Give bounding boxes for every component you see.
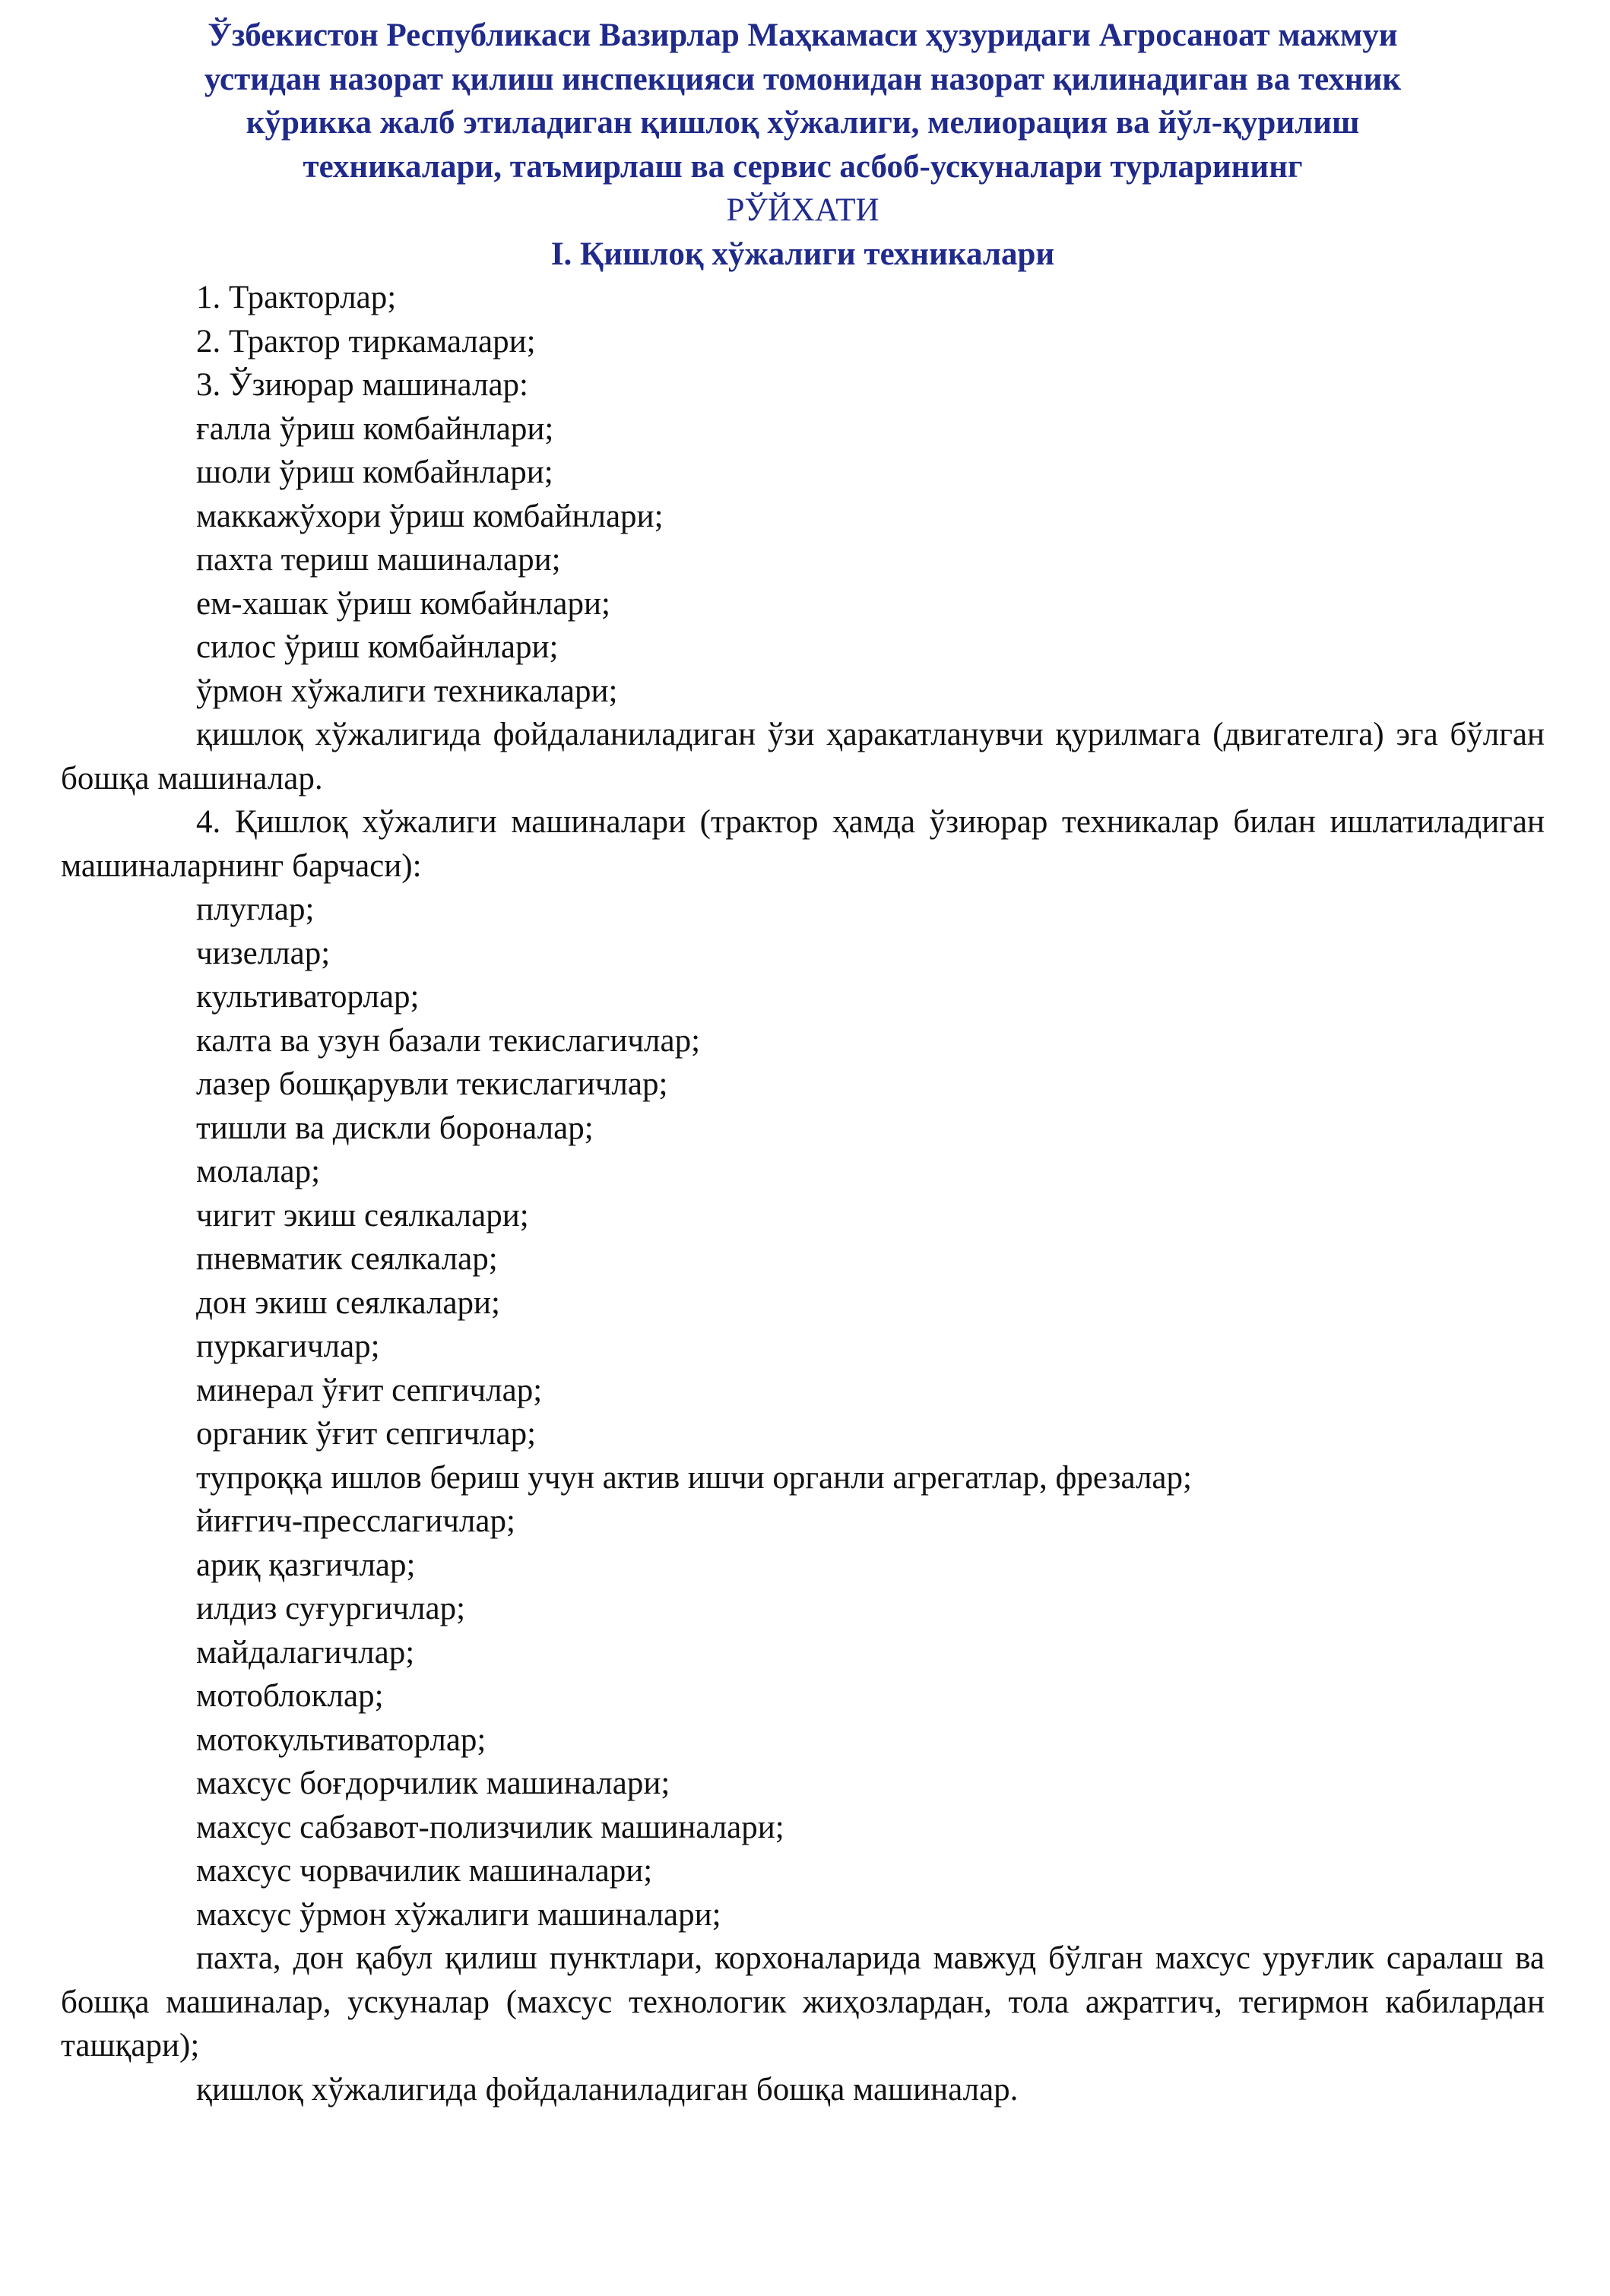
sub-list-item: майдалагичлар; [196, 1634, 415, 1671]
sub-list-item: ўрмон хўжалиги техникалари; [196, 673, 618, 709]
sub-list-item: махсус ўрмон хўжалиги машиналари; [196, 1896, 721, 1933]
sub-list-item: калта ва узун базали текислагичлар; [196, 1022, 701, 1059]
sub-list-item: йиғгич-пресслагичлар; [196, 1503, 515, 1539]
sub-list-item: плуглар; [196, 891, 315, 927]
sub-list-item: пахта териш машиналари; [196, 542, 561, 578]
document-title [61, 14, 1545, 188]
sub-list-item: қишлоқ хўжалигида фойдаланиладиган бошқа машиналар. [196, 2071, 1019, 2108]
sub-list-item: мотоблоклар; [196, 1678, 384, 1714]
sub-list-item: дон экиш сеялкалари; [196, 1284, 500, 1321]
sub-list-item: мотокультиваторлар; [196, 1721, 486, 1758]
sub-list-item: махсус боғдорчилик машиналари; [196, 1766, 670, 1801]
sub-list-item: минерал ўғит сепгичлар; [196, 1372, 543, 1408]
list-item-tractors: 1. Тракторлар; [196, 280, 397, 315]
title-line: Ўзбекистон Республикаси Вазирлар Маҳкамаси ҳузуридаги Агросаноат мажмуи [208, 17, 1398, 53]
sub-list-item: маккажўхори ўриш комбайнлари; [196, 498, 664, 534]
document-subtitle: РЎЙХАТИ [726, 192, 879, 228]
sub-list-item: шоли ўриш комбайнлари; [196, 454, 553, 490]
sub-list-item: чигит экиш сеялкалари; [196, 1197, 529, 1234]
sub-list-item: махсус сабзавот-полизчилик машиналари; [196, 1809, 784, 1845]
list-item-agricultural-machines: 4. Қишлоқ хўжалиги машиналари (трактор ҳамда ўзиюрар техникалар билан ишлатиладиган машиналарнинг барчаси): [61, 804, 1545, 884]
sub-list-item: ғалла ўриш комбайнлари; [196, 410, 554, 447]
title-line: кўрикка жалб этиладиган қишлоқ хўжалиги, мелиорация ва йўл-қурилиш [246, 105, 1360, 141]
sub-list-item: пахта, дон қабул қилиш пунктлари, корхоналарида мавжуд бўлган махсус уруғлик саралаш ва бошқа машиналар, ускуналар (махсус технологик жиҳозлардан, тола ажратгич, тегирмон кабилардан ташқари); [61, 1940, 1545, 2063]
sub-list-item: махсус чорвачилик машиналари; [196, 1853, 653, 1889]
list-item-trailers: 2. Трактор тиркамалари; [196, 323, 536, 359]
agricultural-machines-subitems [61, 888, 1545, 2111]
sub-list-item: тишли ва дискли бороналар; [196, 1110, 594, 1146]
list-item-self-propelled: 3. Ўзиюрар машиналар: [196, 367, 528, 403]
sub-list-item: чизеллар; [196, 935, 331, 971]
sub-list-item: пневматик сеялкалар; [196, 1241, 498, 1277]
title-line: устидан назорат қилиш инспекцияси томонидан назорат қилинадиган ва техник [204, 61, 1402, 97]
title-line: техникалари, таъмирлаш ва сервис асбоб-ускуналари турларининг [303, 148, 1303, 185]
sub-list-item: ариқ қазгичлар; [196, 1547, 416, 1583]
self-propelled-subitems [61, 407, 1545, 801]
sub-list-item: илдиз суғургичлар; [196, 1591, 466, 1626]
sub-list-item: лазер бошқарувли текислагичлар; [196, 1066, 668, 1102]
document-page [61, 14, 1545, 2111]
sub-list-item: молалар; [196, 1154, 321, 1189]
sub-list-item: қишлоқ хўжалигида фойдаланиладиган ўзи ҳаракатланувчи қурилмага (двигателга) эга бўлган бошқа машиналар. [61, 717, 1545, 796]
sub-list-item: пуркагичлар; [196, 1329, 380, 1364]
sub-list-item: тупроққа ишлов бериш учун актив ишчи органли агрегатлар, фрезалар; [196, 1459, 1192, 1496]
sub-list-item: органик ўғит сепгичлар; [196, 1416, 537, 1452]
sub-list-item: силос ўриш комбайнлари; [196, 629, 559, 665]
sub-list-item: культиваторлар; [196, 979, 420, 1015]
sub-list-item: ем-хашак ўриш комбайнлари; [196, 585, 610, 622]
section-heading: I. Қишлоқ хўжалиги техникалари [550, 236, 1055, 272]
